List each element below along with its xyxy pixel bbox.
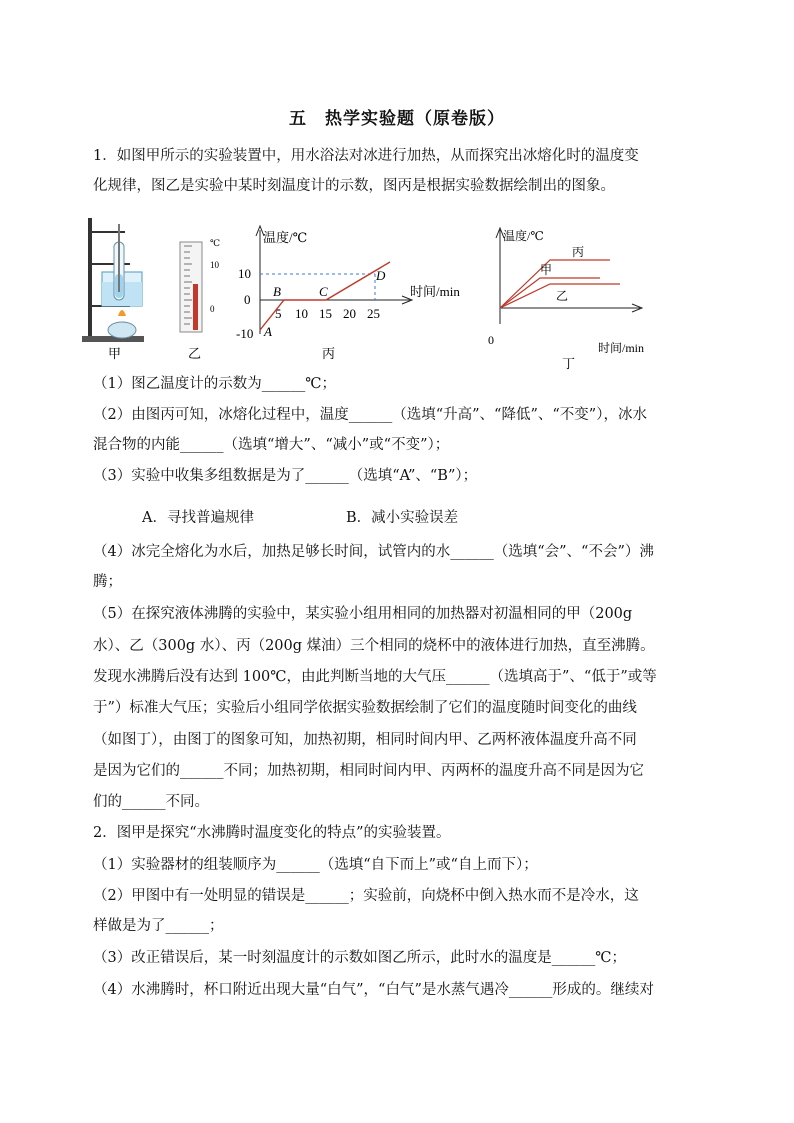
q1-part5-line4: 于”）标准大气压；实验后小组同学依据实验数据绘制了它们的温度随时间变化的曲线 (93, 700, 637, 716)
chart-ding (488, 228, 644, 370)
thermometer-figure (180, 238, 220, 361)
ding-xlabel: 时间/min (598, 341, 645, 355)
ding-origin: 0 (488, 333, 494, 347)
q2-intro: 2．图甲是探究“水沸腾时温度变化的特点”的实验装置。 (93, 825, 451, 841)
q1-part4-line2: 腾； (93, 574, 122, 590)
ding-series-yi: 乙 (556, 289, 569, 303)
q1-part2-line2: 混合物的内能______（选填“增大”、“减小”或“不变”）； (93, 437, 450, 453)
bing-point-d: D (376, 268, 386, 283)
q2-part4: （4）水沸腾时，杯口附近出现大量“白气”，“白气”是水蒸气遇冷______形成的。继续对 (93, 982, 654, 998)
bing-ytick-10: 10 (238, 266, 251, 281)
bing-ytick-0: 0 (244, 292, 251, 307)
fig-label-bing: 丙 (322, 346, 336, 361)
fig-label-yi: 乙 (188, 346, 202, 361)
bing-point-a: A (264, 324, 272, 339)
ding-series-bing: 丙 (572, 245, 585, 259)
bing-xtick-20: 20 (343, 306, 356, 321)
q1-intro-line1: 1．如图甲所示的实验装置中，用水浴法对冰进行加热，从而探究出冰熔化时的温度变 (93, 148, 639, 164)
bing-xtick-15: 15 (319, 306, 332, 321)
q2-part2-line1: （2）甲图中有一处明显的错误是______；实验前，向烧杯中倒入热水而不是冷水，这 (93, 888, 639, 904)
bing-ylabel: 温度/℃ (263, 230, 308, 245)
q1-part5-line1: （5）在探究液体沸腾的实验中，某实验小组用相同的加热器对初温相同的甲（200g (93, 606, 633, 622)
q1-part5-line5: （如图丁），由图丁的图象可知，加热初期，相同时间内甲、乙两杯液体温度升高不同 (93, 732, 637, 748)
ding-ylabel: 温度/℃ (503, 229, 544, 243)
chart-bing (236, 226, 460, 361)
thermo-tick-10: 10 (210, 260, 219, 270)
bing-ytick-neg10: -10 (236, 326, 254, 341)
q2-part1: （1）实验器材的组装顺序为______（选填“自下而上”或“自上而下）； (93, 857, 538, 873)
q1-part2-line1: （2）由图丙可知，冰熔化过程中，温度______（选填“升高”、“降低”、“不变”），冰水 (93, 407, 647, 423)
thermo-unit: ℃ (210, 238, 221, 248)
q2-part3: （3）改正错误后，某一时刻温度计的示数如图乙所示，此时水的温度是______℃； (93, 950, 626, 966)
q1-part3: （3）实验中收集多组数据是为了______（选填“A”、“B”）； (93, 468, 478, 484)
bing-point-c: C (319, 284, 328, 299)
bing-xtick-10: 10 (295, 306, 308, 321)
q1-part5-line2: 水）、乙（300g 水）、丙（200g 煤油）三个相同的烧杯中的液体进行加热，直至沸腾。 (93, 638, 655, 654)
fig-label-ding: 丁 (562, 356, 576, 370)
ding-series-jia: 甲 (540, 263, 553, 277)
q1-intro-line2: 化规律，图乙是实验中某时刻温度计的示数，图丙是根据实验数据绘制出的图象。 (93, 178, 615, 194)
bing-point-b: B (273, 284, 281, 299)
page-title: 五 热学实验题（原卷版） (289, 109, 505, 129)
q1-part5-line6: 是因为它们的______不同；加热初期，相同时间内甲、丙两杯的温度升高不同是因为它 (93, 763, 644, 779)
thermo-tick-0: 0 (210, 304, 215, 314)
apparatus-figure (82, 218, 144, 361)
q1-option-a: A．寻找普遍规律 (142, 510, 254, 526)
q2-part2-line2: 样做是为了______； (93, 918, 224, 934)
bing-xlabel: 时间/min (410, 284, 460, 299)
q1-part1: （1）图乙温度计的示数为______℃； (93, 376, 336, 392)
q1-part4-line1: （4）冰完全熔化为水后，加热足够长时间，试管内的水______（选填“会”、“不会”）沸 (93, 544, 654, 560)
q1-figures (80, 212, 720, 370)
bing-xtick-25: 25 (367, 306, 380, 321)
q1-part5-line3: 发现水沸腾后没有达到 100℃，由此判断当地的大气压______（选填高于”、“低于”或等 (93, 669, 657, 685)
bing-xtick-5: 5 (275, 306, 282, 321)
q1-part5-line7: 们的______不同。 (93, 794, 209, 810)
fig-label-jia: 甲 (108, 346, 122, 361)
q1-option-b: B．减小实验误差 (346, 510, 459, 526)
